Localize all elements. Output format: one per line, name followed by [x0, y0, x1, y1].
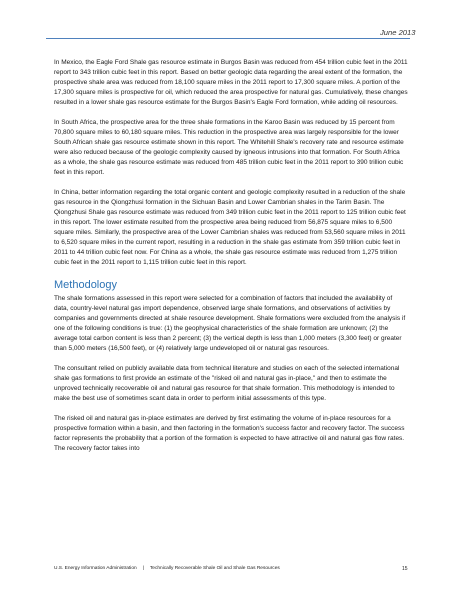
section-heading-methodology: Methodology [54, 279, 117, 291]
header-date: June 2013 [380, 28, 416, 37]
paragraph-methodology-selection: The shale formations assessed in this report were selected for a combination of factors that included the availability of data, country-level natural gas import dependence, observed large shale formations, and observations of activities by companies and governments directed at shale resource development. Shale formations were excluded from the analysis if one of the following conditions is true: (1) the geophysical characteristics of the shale formation are unknown; (2) the average total carbon content is less than 2 percent; (3) the vertical depth is less than 1,000 meters (3,300 feet) or greater than 5,000 meters (16,500 feet), or (4) relatively large undeveloped oil or natural gas resources. [54, 295, 406, 352]
paragraph-south-africa: In South Africa, the prospective area for the three shale formations in the Karoo Basin was reduced by 15 percent from 70,800 square miles to 60,180 square miles. This reduction in the prospective area was largely responsible for the lower South African shale gas resource estimate shown in this report. The Whitehill Shale's recovery rate and resource estimate were also reduced because of the geologic complexity caused by igneous intrusions into that formation. For South Africa as a whole, the shale gas resource estimate was reduced from 485 trillion cubic feet in the 2011 report to 390 trillion cubic feet in this report. [54, 119, 404, 176]
paragraph-mexico: In Mexico, the Eagle Ford Shale gas resource estimate in Burgos Basin was reduced from 454 trillion cubic feet in the 2011 report to 343 trillion cubic feet in this report. Based on better geologic data regarding the areal extent of the formation, the prospective shale area was reduced from 18,100 square miles in the 2011 report to 17,300 square miles. A portion of the 17,300 square miles is prospective for oil, which reduced the area prospective for natural gas. Cumulatively, these changes resulted in a lower shale gas resource estimate for the Burgos Basin's Eagle Ford formation, while adding oil resources. [54, 59, 408, 106]
document-body [54, 58, 408, 464]
paragraph-methodology-consultant: The consultant relied on publicly available data from technical literature and studies on each of the selected international shale gas formations to first provide an estimate of the "risked oil and natural gas in-place," and then to estimate the unproved technically recoverable oil and natural gas resource for that shale formation. This methodology is intended to make the best use of sometimes scant data in order to perform initial assessments of this type. [54, 365, 400, 402]
page-footer [54, 566, 408, 571]
footer-separator: | [142, 566, 144, 571]
paragraph-china: In China, better information regarding the total organic content and geologic complexity resulted in a reduction of the shale gas resource in the Qiongzhusi formation in the Sichuan Basin and Lower Cambrian shales in the Tarim Basin. The Qiongzhusi Shale gas resource estimate was reduced from 349 trillion cubic feet in the 2011 report to 125 trillion cubic feet in this report. The lower estimate resulted from the prospective area being reduced from 56,875 square miles to 6,500 square miles. Similarly, the prospective area of the Lower Cambrian shales was reduced from 53,560 square miles in 2011 to 6,520 square miles in the current report, resulting in a reduction in the shale gas estimate from 359 trillion cubic feet in 2011 to 44 trillion cubic feet now. For China as a whole, the shale gas resource estimate was reduced from 1,275 trillion cubic feet in the 2011 report to 1,115 trillion cubic feet in this report. [54, 189, 406, 266]
paragraph-methodology-risked: The risked oil and natural gas in-place estimates are derived by first estimating the volume of in-place resources for a prospective formation within a basin, and then factoring in the formation's success factor and recovery factor. The success factor represents the probability that a portion of the formation is expected to have attractive oil and natural gas flow rates. The recovery factor takes into [54, 415, 405, 452]
page-number: 15 [402, 566, 408, 572]
footer-agency: U.S. Energy Information Administration [54, 566, 137, 571]
header-divider [46, 38, 410, 39]
footer-doc-title: Technically Recoverable Shale Oil and Shale Gas Resources [149, 566, 280, 571]
